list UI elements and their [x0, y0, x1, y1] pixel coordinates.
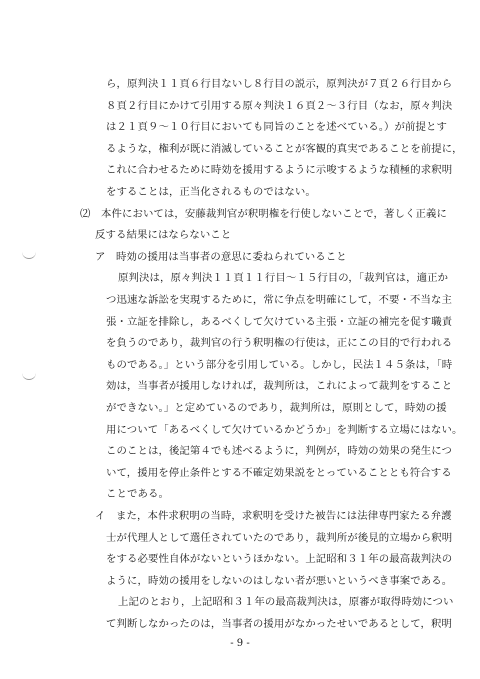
body-line: を負うのであり，裁判官の行う釈明権の行使は，正にこの目的で行われる — [106, 337, 453, 350]
body-line: ができない。」と定めているのであり，裁判所は，原則として，時効の援 — [106, 402, 447, 414]
body-line: ものである。」という部分を引用している。しかし，民法１４５条は，「時 — [106, 358, 453, 371]
body-line: をすることは，正当化されるものではない。 — [106, 186, 316, 198]
body-line: いて，援用を停止条件とする不確定効果説をとっていることとも符合する — [106, 466, 452, 479]
body-line: ８頁２行目にかけて引用する原々判決１６頁２～３行目（なお，原々判決 — [106, 99, 453, 112]
subsection-heading-a: ア 時効の援用は当事者の意思に委ねられていること — [95, 250, 347, 263]
body-line: 張・立証を排除し，あるべくして欠けている主張・立証の補完を促す職責 — [106, 315, 453, 328]
body-line: 原判決は，原々判決１１頁１１行目～１５行目の，「裁判官は，適正か — [118, 272, 449, 285]
subsection-heading-i: イ また，本件求釈明の当時，求釈明を受けた被告には法律専門家たる弁護 — [95, 510, 452, 522]
section-heading-2-cont: 反する結果にはならないこと — [95, 229, 232, 242]
body-line: るような，権利が既に消滅していることが客観的真実であることを前提に， — [106, 142, 463, 155]
body-line: これに合わせるために時効を援用するように示唆するような積極的求釈明 — [106, 164, 453, 177]
section-heading-2: ⑵ 本件においては，安藤裁判官が釈明権を行使しないことで，著しく正義に — [80, 207, 447, 220]
body-line: をする必要性自体がないというほかない。上記昭和３１年の最高裁判決の — [106, 553, 453, 566]
body-line: ことである。 — [106, 488, 169, 501]
body-line: 効は，当事者が援用しなければ，裁判所は，これによって裁判をすること — [106, 380, 453, 393]
punch-hole-mark-lower — [22, 371, 36, 380]
body-line: ように，時効の援用をしないのはしない者が悪いというべき事案である。 — [106, 574, 453, 587]
page-number: - 9 - — [230, 638, 250, 649]
body-line: このことは，後記第４でも述べるように，判例が，時効の効果の発生につ — [106, 445, 452, 458]
body-line: 上記のとおり，上記昭和３１年の最高裁判決は，原審が取得時効につい — [118, 596, 454, 609]
body-line: つ迅速な訴訟を実現するために，常に争点を明確にして，不要・不当な主 — [106, 294, 452, 306]
body-line: 用について「あるべくして欠けているかどうか」を判断する立場にはない。 — [106, 423, 463, 436]
body-line: ら，原判決１１頁６行目ないし８行目の説示，原判決が７頁２６行目から — [106, 78, 453, 90]
body-line: 士が代理人として選任されていたのであり，裁判所が後見的立場から釈明 — [106, 531, 453, 544]
body-line: は２１頁９～１０行目においても同旨のことを述べている。）が前提とす — [106, 121, 447, 134]
body-line: て判断しなかったのは，当事者の援用がなかったせいであるとして，釈明 — [106, 618, 452, 630]
punch-hole-mark-upper — [22, 250, 36, 259]
